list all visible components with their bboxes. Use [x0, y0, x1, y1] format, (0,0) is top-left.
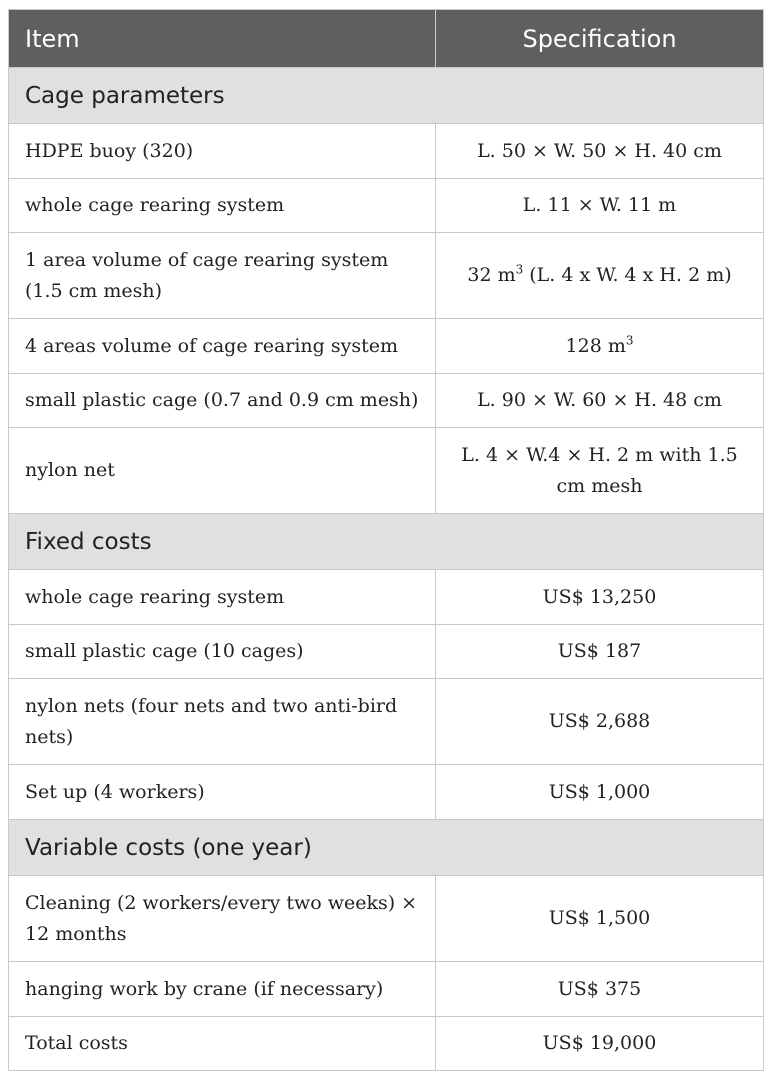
table-row — [9, 570, 764, 625]
spec-cell — [436, 319, 764, 374]
header-row — [9, 10, 764, 68]
item-cell: hanging work by crane (if necessary) — [9, 962, 436, 1017]
item-cell: whole cage rearing system — [9, 179, 436, 233]
item-cell: 1 area volume of cage rearing system (1.5 cm mesh) — [9, 233, 436, 319]
column-header-item: Item — [9, 10, 436, 68]
section-title: Cage parameters — [9, 68, 764, 124]
table-row — [9, 679, 764, 765]
item-cell: small plastic cage (0.7 and 0.9 cm mesh) — [9, 374, 436, 428]
table-row — [9, 1017, 764, 1071]
section-header-row — [9, 68, 764, 124]
spec-cell: L. 90 × W. 60 × H. 48 cm — [436, 374, 764, 428]
spec-cell: US$ 1,000 — [436, 765, 764, 820]
item-cell: Cleaning (2 workers/every two weeks) × 12 months — [9, 876, 436, 962]
item-cell: nylon nets (four nets and two anti-bird nets) — [9, 679, 436, 765]
table-row — [9, 179, 764, 233]
spec-cell — [436, 233, 764, 319]
spec-value-suffix: (L. 4 x W. 4 x H. 2 m) — [523, 264, 732, 286]
spec-exponent: 3 — [515, 262, 524, 277]
table-row — [9, 962, 764, 1017]
section-header-row — [9, 514, 764, 570]
table-row — [9, 428, 764, 514]
cost-specification-table — [8, 9, 764, 1071]
table-row — [9, 876, 764, 962]
spec-value: 32 m — [467, 264, 516, 286]
section-title: Fixed costs — [9, 514, 764, 570]
item-cell: Set up (4 workers) — [9, 765, 436, 820]
table-row — [9, 124, 764, 179]
spec-exponent: 3 — [625, 333, 634, 348]
spec-cell: US$ 13,250 — [436, 570, 764, 625]
spec-cell: US$ 19,000 — [436, 1017, 764, 1071]
item-cell: small plastic cage (10 cages) — [9, 625, 436, 679]
spec-cell: L. 11 × W. 11 m — [436, 179, 764, 233]
spec-value: 128 m — [565, 334, 626, 357]
spec-cell: US$ 2,688 — [436, 679, 764, 765]
section-title: Variable costs (one year) — [9, 820, 764, 876]
spec-cell: US$ 1,500 — [436, 876, 764, 962]
section-header-row — [9, 820, 764, 876]
item-cell: HDPE buoy (320) — [9, 124, 436, 179]
table-row — [9, 765, 764, 820]
item-cell: whole cage rearing system — [9, 570, 436, 625]
spec-cell: US$ 187 — [436, 625, 764, 679]
table-row — [9, 374, 764, 428]
spec-cell: L. 4 × W.4 × H. 2 m with 1.5 cm mesh — [436, 428, 764, 514]
table-row — [9, 625, 764, 679]
table-row — [9, 233, 764, 319]
column-header-specification: Specification — [436, 10, 764, 68]
spec-cell: US$ 375 — [436, 962, 764, 1017]
item-cell: 4 areas volume of cage rearing system — [9, 319, 436, 374]
item-cell: Total costs — [9, 1017, 436, 1071]
spec-cell: L. 50 × W. 50 × H. 40 cm — [436, 124, 764, 179]
item-cell: nylon net — [9, 428, 436, 514]
table-row — [9, 319, 764, 374]
